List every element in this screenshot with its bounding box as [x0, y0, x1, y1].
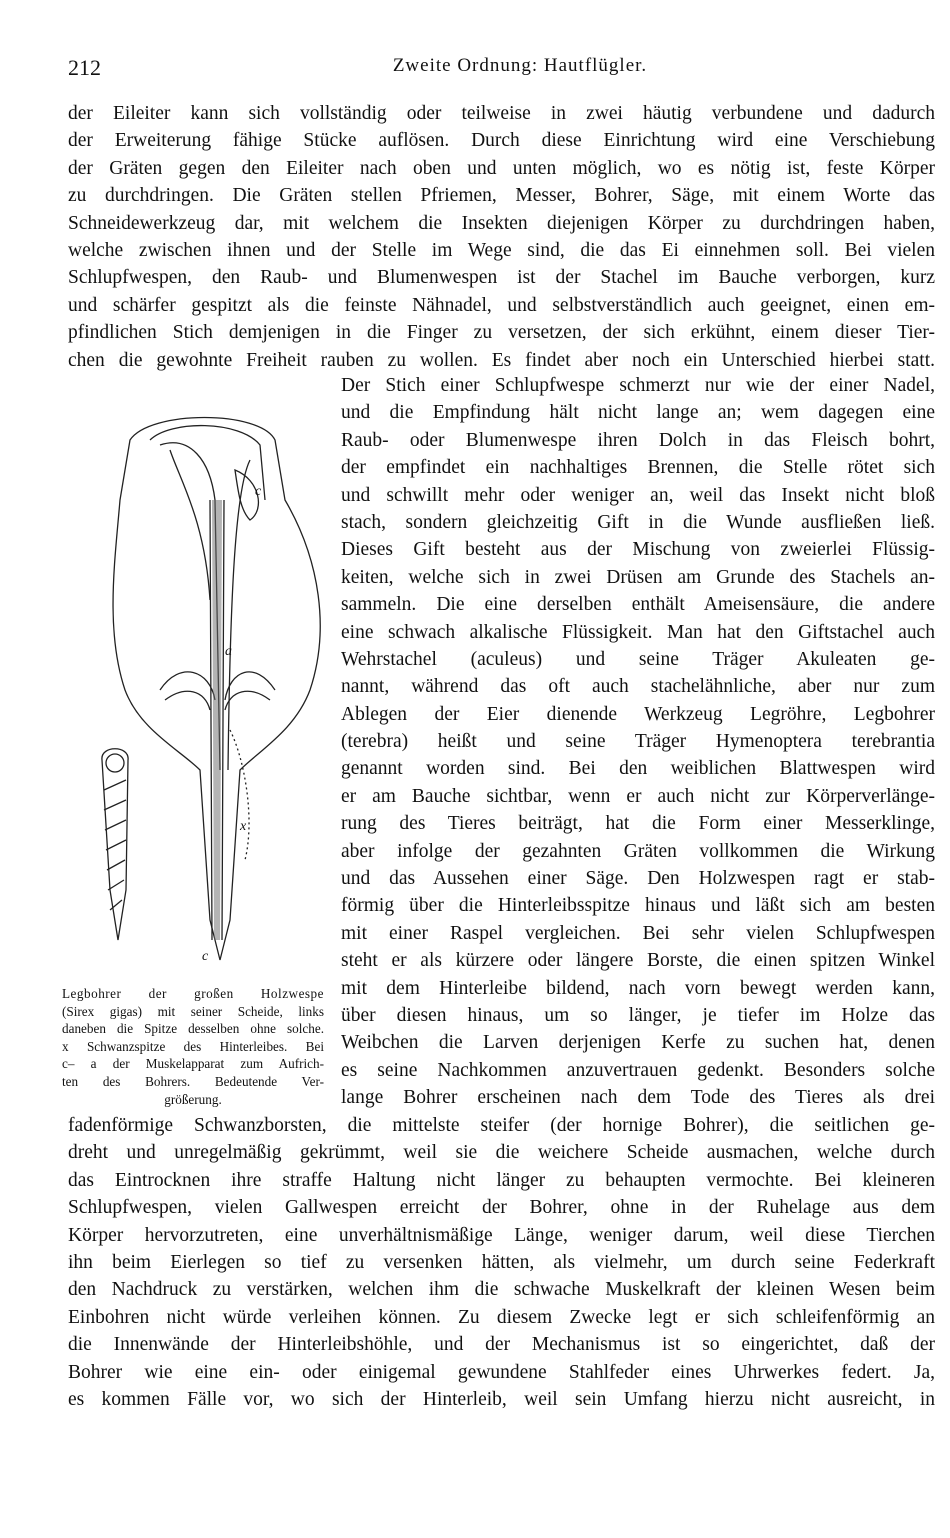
- text-line: Der Stich einer Schlupfwespe schmerzt nur wie der einer Nadel,: [341, 375, 935, 396]
- figure-label-c-bottom: c: [202, 949, 209, 964]
- text-line: pfindlichen Stich demjenigen in die Finger zu versetzen, der sich erkühnt, einem dieser Tier-: [68, 322, 935, 344]
- text-line: der Eileiter kann sich vollständig oder teilweise in zwei häutig verbundene und dadurch: [68, 103, 935, 124]
- page-number: 212: [68, 55, 101, 80]
- text-line: die Innenwände der Hinterleibshöhle, und der Mechanismus ist so eingerichtet, daß der: [68, 1334, 935, 1356]
- text-line: förmig über die Hinterleibsspitze hinaus und läßt sich am besten: [341, 895, 935, 917]
- text-line: das Eintrocknen ihre straffe Haltung nicht länger zu behaupten vermochte. Bei kleineren: [68, 1169, 935, 1191]
- text-line: er am Bauche sichtbar, wenn er auch nicht zur Körperverlänge-: [341, 785, 935, 807]
- text-line: Wehrstachel (aculeus) und seine Träger Akuleaten ge-: [341, 648, 935, 670]
- text-line: Weibchen die Larven derjenigen Kerfe zu suchen hat, denen: [341, 1032, 935, 1054]
- text-line: Schlupfwespen, den Raub- und Blumenwespen ist der Stachel im Bauche verborgen, kurz: [68, 267, 935, 289]
- text-line: Schneidewerkzeug dar, mit welchem die Insekten diejenigen Körper zu durchdringen haben,: [68, 212, 935, 234]
- figure-caption: [62, 985, 324, 1108]
- text-line: der empfindet ein nachhaltiges Brennen, die Stelle rötet sich: [341, 457, 935, 479]
- text-line: fadenförmige Schwanzborsten, die mittelste steifer (der hornige Bohrer), die seitlichen ge-: [68, 1115, 935, 1136]
- text-line: der Erweiterung fähige Stücke auflösen. Durch diese Einrichtung wird eine Verschiebung: [68, 130, 935, 152]
- text-line: eine schwach alkalische Flüssigkeit. Man hat den Giftstachel auch: [341, 621, 935, 643]
- text-line: genannt worden sind. Bei den weiblichen Blattwespen wird: [341, 758, 935, 780]
- text-line: ten des Bohrers. Bedeutende Ver-: [62, 1073, 324, 1089]
- running-title: Zweite Ordnung: Hautflügler.: [392, 55, 648, 76]
- text-line: es seine Nachkommen anzuvertrauen gedenkt. Besonders solche: [341, 1059, 935, 1081]
- text-line: mit dem Hinterleibe bildend, nach vorn bewegt werden kann,: [341, 977, 935, 999]
- text-line: Einbohren nicht würde verleihen können. Zu diesem Zwecke legt er sich schleifenförmig an: [68, 1306, 935, 1328]
- text-line: nannt, während das oft auch stachelähnliche, aber nur zum: [341, 676, 935, 698]
- text-line: stach, sondern gleichzeitig Gift in die Wunde ausfließen ließ.: [341, 511, 935, 533]
- figure-label-c-top: c: [255, 484, 262, 499]
- text-line: es kommen Fälle vor, wo sich der Hinterleib, weil sein Umfang hierzu nicht ausreicht, in: [68, 1388, 935, 1410]
- text-line: mit einer Raspel vergleichen. Bei sehr vielen Schlupfwespen: [341, 922, 935, 944]
- text-line: und das Aussehen einer Säge. Den Holzwespen ragt er stab-: [341, 868, 935, 890]
- text-line: Raub- oder Blumenwespe ihren Dolch in das Fleisch bohrt,: [341, 429, 935, 451]
- text-line: rung des Tieres beiträgt, hat die Form einer Messerklinge,: [341, 813, 935, 835]
- text-line: ihn beim Eierlegen so tief zu versenken hätten, als vielmehr, um durch seine Federkraft: [68, 1251, 935, 1273]
- text-line: aber infolge der gezahnten Gräten vollkommen die Wirkung: [341, 840, 935, 862]
- text-line: sammeln. Die eine derselben enthält Ameisensäure, die andere: [341, 594, 935, 616]
- text-line: der Gräten gegen den Eileiter nach oben und unten möglich, wo es nötig ist, feste Körper: [68, 157, 935, 179]
- text-line: lange Bohrer erscheinen nach dem Tode des Tieres als drei: [341, 1087, 935, 1109]
- text-line: daneben die Spitze desselben ohne solche.: [62, 1021, 324, 1037]
- text-line: und schwillt mehr oder weniger an, weil das Insekt nicht bloß: [341, 484, 935, 506]
- text-line: den Nachdruck zu verstärken, welchen ihm die schwache Muskelkraft der kleinen Wesen beim: [68, 1279, 935, 1301]
- text-line: steht er als kürzere oder längere Borste, die einen spitzen Winkel: [341, 950, 935, 972]
- text-line: über diesen hinaus, um so länger, je tiefer im Holze das: [341, 1004, 935, 1026]
- text-line: und schärfer gespitzt als die feinste Nähnadel, und selbstverständlich auch geeignet, einen em-: [68, 294, 935, 316]
- text-line: keiten, welche sich in zwei Drüsen am Grunde des Stachels an-: [341, 566, 935, 588]
- text-line: dreht und unregelmäßig gekrümmt, weil sie die weichere Scheide ausmachen, welche durch: [68, 1142, 935, 1164]
- text-line: Ablegen der Eier dienende Werkzeug Legröhre, Legbohrer: [341, 703, 935, 725]
- body-text-right-column: [341, 372, 935, 1112]
- text-line: welche zwischen ihnen und der Stelle im Wege sind, die das Ei einnehmen soll. Bei vielen: [68, 239, 935, 261]
- text-line: Legbohrer der großen Holzwespe: [62, 986, 324, 1001]
- text-line: chen die gewohnte Freiheit rauben zu wollen. Es findet aber noch ein Unterschied hierbei statt.: [68, 349, 935, 371]
- text-line: Bohrer wie eine ein- oder einigemal gewundene Stahlfeder eines Uhrwerkes federt. Ja,: [68, 1361, 935, 1383]
- text-line: größerung.: [164, 1091, 222, 1107]
- text-line: (terebra) heißt und seine Träger Hymenoptera terebrantia: [341, 731, 935, 753]
- text-line: zu durchdringen. Die Gräten stellen Pfriemen, Messer, Bohrer, Säge, mit einem Worte das: [68, 185, 935, 207]
- text-line: x Schwanzspitze des Hinterleibes. Bei: [62, 1038, 324, 1054]
- text-line: c– a der Muskelapparat zum Aufrich-: [62, 1056, 324, 1072]
- body-text-top: [68, 100, 935, 374]
- ovipositor-illustration: [60, 400, 340, 970]
- text-line: und die Empfindung hält nicht lange an; wem dagegen eine: [341, 402, 935, 424]
- text-line: (Sirex gigas) mit seiner Scheide, links: [62, 1003, 324, 1019]
- text-line: Körper hervorzutreten, eine unverhältnismäßige Länge, weniger darum, weil diese Tierchen: [68, 1224, 935, 1246]
- body-text-bottom: [68, 1112, 935, 1413]
- text-line: Schlupfwespen, vielen Gallwespen erreicht der Bohrer, ohne in der Ruhelage aus dem: [68, 1197, 935, 1219]
- figure-label-x: x: [240, 819, 247, 834]
- text-line: Dieses Gift besteht aus der Mischung von zweierlei Flüssig-: [341, 539, 935, 561]
- figure-label-a: a: [225, 644, 232, 659]
